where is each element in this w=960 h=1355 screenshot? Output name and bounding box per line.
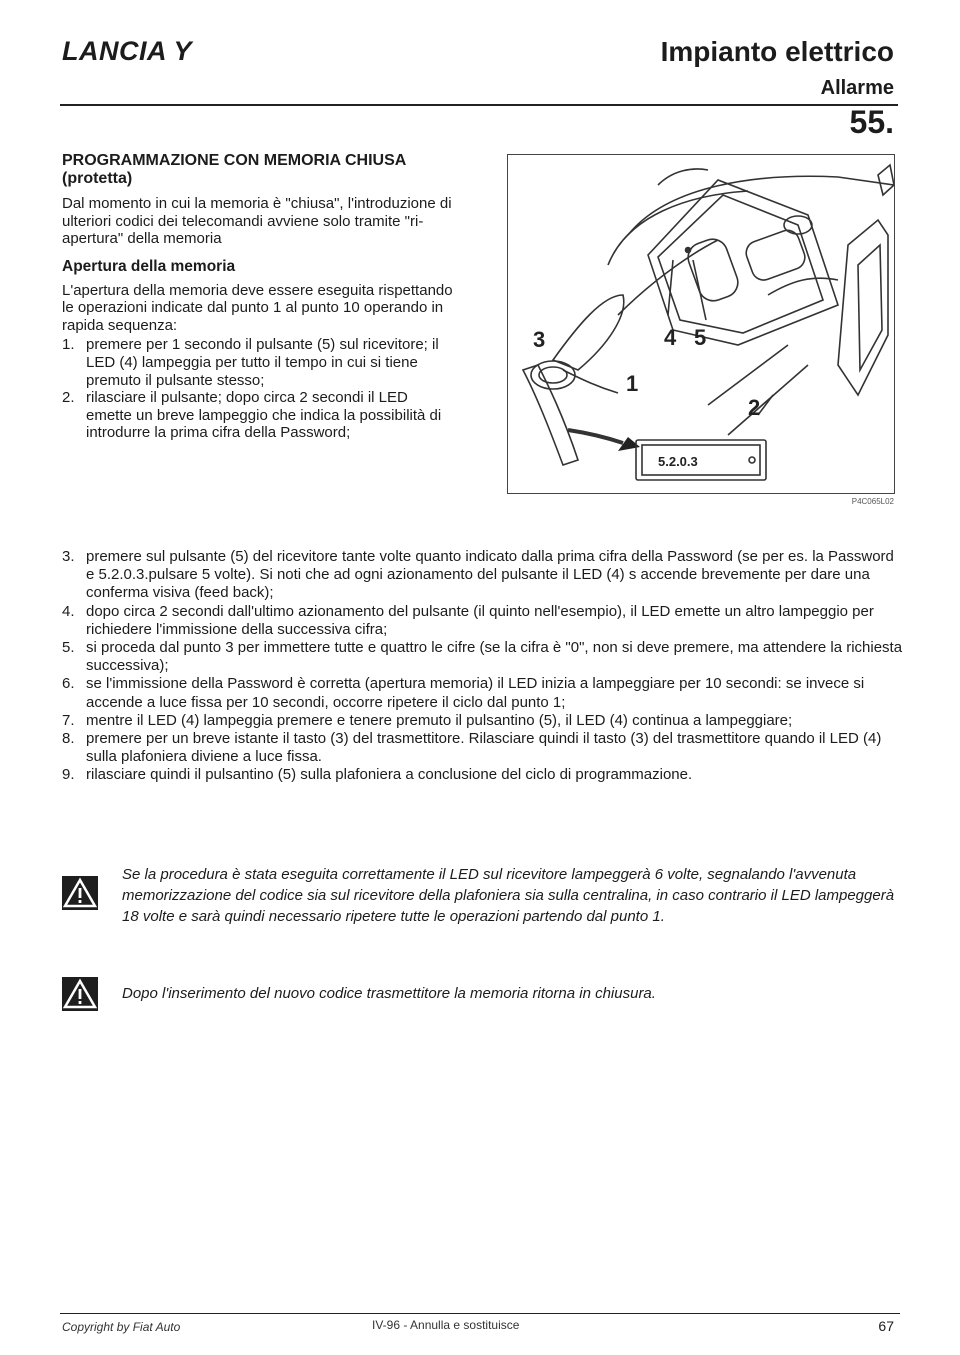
page-number: 67 bbox=[878, 1318, 894, 1334]
callout-4: 4 bbox=[664, 325, 677, 350]
receiver-illustration bbox=[507, 154, 895, 494]
step-item: 5. si proceda dal punto 3 per immettere tutte e quattro le cifre (se la cifra è "0", non si deve premere, ma attendere la richiesta successiva); bbox=[62, 639, 903, 675]
section-title: Impianto elettrico bbox=[660, 36, 894, 67]
procedure-subheading: Apertura della memoria bbox=[62, 257, 236, 275]
warning-note-2 bbox=[62, 977, 912, 1017]
step-item: 4. dopo circa 2 secondi dall'ultimo azionamento del pulsante (il quinto nell'esempio), il LED emette un altro lampeggio per richiedere l'immissione della successiva cifra; bbox=[62, 602, 874, 638]
footer-rule bbox=[60, 1313, 900, 1314]
warning-icon bbox=[62, 977, 98, 1011]
callout-3: 3 bbox=[533, 327, 546, 352]
brand-title: LANCIA Y bbox=[62, 36, 193, 66]
callout-1: 1 bbox=[626, 371, 639, 396]
step-item: 1. premere per 1 secondo il pulsante (5) sul ricevitore; il LED (4) lampeggia per tutto il tempo in cui si tiene premuto il pulsante stesso; bbox=[62, 336, 439, 389]
edition-text: IV-96 - Annulla e sostituisce bbox=[372, 1318, 520, 1332]
step-item: 2. rilasciare il pulsante; dopo circa 2 secondi il LED emette un breve lampeggio che indica la possibilità di introdurre la prima cifra della Password; bbox=[62, 389, 442, 442]
figure-code: P4C065L02 bbox=[851, 497, 894, 506]
step-item: 9. rilasciare quindi il pulsantino (5) sulla plafoniera a conclusione del ciclo di programmazione. bbox=[62, 766, 693, 784]
step-item: 7. mentre il LED (4) lampeggia premere e tenere premuto il pulsantino (5), il LED (4) continua a lampeggiare; bbox=[62, 711, 793, 729]
header-rule bbox=[60, 104, 898, 106]
warning-note-1 bbox=[62, 864, 912, 954]
step-item: 6. se l'immissione della Password è corretta (apertura memoria) il LED inizia a lampeggiare per 10 secondi: se invece si accende a luce fissa per 10 secondi, occorre ripetere il ciclo dal punto 1; bbox=[62, 675, 865, 711]
callout-2: 2 bbox=[748, 395, 761, 420]
warning-icon bbox=[62, 876, 98, 910]
illustration-drawing bbox=[508, 155, 894, 493]
steps-list-full bbox=[62, 548, 904, 785]
warning-note-text: Se la procedura è stata eseguita correttamente il LED sul ricevitore lampeggerà 6 volte, segnalando l'avvenuta memorizzazione del codice sia sul ricevitore della plafoniera sia sulla centralina, in caso contrario il LED lampeggerà 18 volte e sarà quindi necessario ripetere tutte le operazioni partendo dal punto 1. bbox=[122, 866, 895, 925]
callout-5: 5 bbox=[694, 325, 707, 350]
warning-note-text: Dopo l'inserimento del nuovo codice trasmettitore la memoria ritorna in chiusura. bbox=[122, 985, 656, 1002]
subsection-title: Allarme bbox=[820, 77, 894, 99]
step-item: 3. premere sul pulsante (5) del ricevitore tante volte quanto indicato dalla prima cifra della Password (se per es. la Password e 5.2.0.3.pulsare 5 volte). Si noti che ad ogni azionamento del pulsante il LED (4) s accende brevemente per dare una conferma visiva (feed back); bbox=[62, 548, 894, 602]
copyright-text: Copyright by Fiat Auto bbox=[62, 1320, 181, 1334]
intro-column bbox=[62, 152, 454, 442]
step-item: 8. premere per un breve istante il tasto (3) del trasmettitore. Rilasciare quindi il tasto (3) del trasmettitore quando il LED (4) sulla plafoniera diviene a luce fissa. bbox=[62, 730, 882, 766]
procedure-intro: L'apertura della memoria deve essere eseguita rispettando le operazioni indicate dal punto 1 al punto 10 operando in rapida sequenza: bbox=[62, 281, 453, 334]
steps-list-top bbox=[62, 336, 454, 442]
display-readout: 5.2.0.3 bbox=[658, 454, 698, 469]
intro-paragraph: Dal momento in cui la memoria è "chiusa", l'introduzione di ulteriori codici dei telecomandi avviene solo tramite "ri-apertura" della memoria bbox=[62, 195, 452, 248]
procedure-heading: PROGRAMMAZIONE CON MEMORIA CHIUSA (protetta) bbox=[62, 152, 406, 187]
section-page-number: 55. bbox=[849, 104, 894, 140]
